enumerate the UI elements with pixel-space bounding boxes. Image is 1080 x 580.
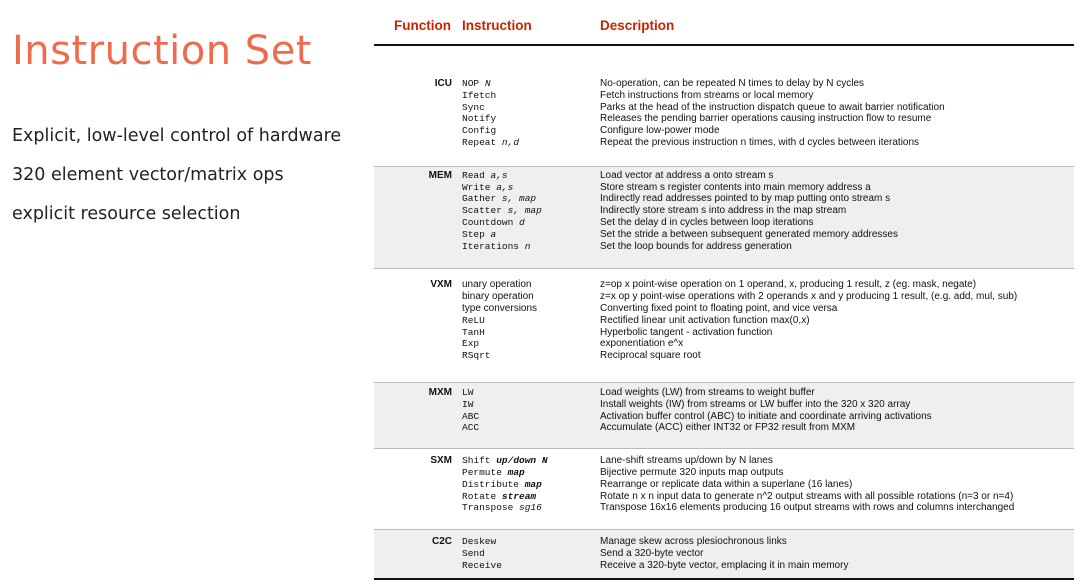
instruction-name: Notify [462,113,497,125]
table-row [374,241,1074,253]
table-row [374,193,1074,205]
instruction-cell [462,399,473,411]
instruction-name: Write [462,181,491,193]
instruction-cell [462,467,525,479]
instruction-description: Load weights (LW) from streams to weight buffer [600,386,815,398]
instruction-cell [462,113,496,125]
instruction-name: Rotate [462,490,497,502]
instruction-name: Shift [462,455,491,467]
table-row [374,137,1074,149]
instruction-description: Set the loop bounds for address generation [600,240,792,252]
instruction-description: Releases the pending barrier operations causing instruction flow to resume [600,113,932,125]
instruction-args: a,s [490,169,508,181]
instruction-description: Repeat the previous instruction n times, with d cycles between iterations [600,136,920,148]
instruction-name: Ifetch [462,89,497,101]
instruction-description: Hyperbolic tangent - activation function [600,326,773,338]
instruction-description: Fetch instructions from streams or local memory [600,89,814,101]
instruction-name: unary operation [462,279,532,291]
table-row [374,113,1074,125]
table-row [374,399,1074,411]
instruction-cell [462,291,534,303]
instruction-name: IW [462,398,474,410]
instruction-cell [462,90,496,102]
instruction-name: Read [462,169,485,181]
instruction-args: a [490,228,497,240]
function-name: MEM [428,169,452,181]
instruction-name: Send [462,547,485,559]
instruction-description: Converting fixed point to floating point, and vice versa [600,302,838,314]
instruction-cell [462,170,508,182]
table-header [374,14,1074,46]
instruction-name: NOP [462,78,480,89]
instruction-cell [462,350,491,362]
instruction-cell [462,315,485,327]
instruction-args: N [484,78,491,89]
instruction-name: Gather [462,193,497,205]
instruction-name: Step [462,228,485,240]
instruction-cell [462,193,536,205]
instruction-description: Rectified linear unit activation function max(0,x) [600,314,810,326]
instruction-name: ABC [462,410,480,422]
table-row [374,491,1074,503]
instruction-description: z=op x point-wise operation on 1 operand, x, producing 1 result, z (eg. mask, negate) [600,279,977,291]
table-row [374,350,1074,362]
instruction-args: s, map [507,205,542,217]
instruction-description: Indirectly read addresses pointed to by map putting onto stream s [600,193,891,205]
instruction-description: Transpose 16x16 elements producing 16 output streams with rows and columns interchanged [600,502,1015,514]
instruction-name: binary operation [462,291,534,303]
table-row [374,411,1074,423]
instruction-cell [462,502,542,514]
instruction-description: Lane-shift streams up/down by N lanes [600,455,773,467]
instruction-args: s, map [501,193,537,205]
function-name: C2C [431,536,452,548]
table-row [374,78,1074,90]
instruction-cell [462,536,496,548]
group-c2c [374,530,1074,579]
instruction-args: stream [501,490,537,502]
instruction-name: Iterations [462,240,520,252]
instruction-cell [462,137,519,149]
instruction-name: Scatter [462,205,502,217]
table-row [374,560,1074,572]
instruction-cell [462,229,496,241]
instruction-name: Distribute [462,478,520,490]
instruction-name: Config [462,125,497,137]
table-row [374,422,1074,434]
instruction-cell [462,217,525,229]
table-row [374,217,1074,229]
table-row [374,338,1074,350]
header-instruction: Instruction [462,18,532,33]
bullet-item: Explicit, low-level control of hardware [12,126,342,146]
instruction-description: Load vector at address a onto stream s [600,169,774,181]
table-row [374,479,1074,491]
instruction-args: n,d [501,136,520,148]
table-row [374,229,1074,241]
table-row [374,170,1074,182]
instruction-description: Parks at the head of the instruction dispatch queue to await barrier notification [600,101,945,113]
instruction-cell [462,560,502,572]
group-sxm [374,449,1074,530]
instruction-description: z=x op y point-wise operations with 2 operands x and y producing 1 result, (e.g. add, mul, sub) [600,291,1018,303]
instruction-name: LW [462,386,474,398]
instruction-description: Set the delay d in cycles between loop iterations [600,216,814,228]
function-name: ICU [434,78,452,89]
instruction-cell [462,205,542,217]
instruction-description: exponentiation e^x [600,338,684,350]
group-mxm [374,383,1074,449]
instruction-cell [462,479,542,491]
instruction-args: up/down N [496,455,548,467]
instruction-args: map [524,478,542,490]
instruction-name: Receive [462,559,502,571]
table-row [374,205,1074,217]
instruction-cell [462,78,491,90]
table-row [374,279,1074,291]
instruction-description: Set the stride a between subsequent generated memory addresses [600,228,898,240]
instruction-name: Permute [462,466,502,478]
instruction-cell [462,125,496,137]
instruction-name: TanH [462,326,485,338]
table-row [374,548,1074,560]
instruction-cell [462,491,536,503]
instruction-name: Repeat [462,136,497,148]
instruction-name: type conversions [462,302,538,314]
instruction-cell [462,241,530,253]
function-name: SXM [430,455,452,467]
instruction-cell [462,455,548,467]
table-row [374,467,1074,479]
instruction-name: Transpose [462,502,514,514]
table-row [374,502,1074,514]
table-row [374,327,1074,339]
group-icu [374,46,1074,167]
table-row [374,90,1074,102]
instruction-cell [462,303,537,315]
instruction-description: Receive a 320-byte vector, emplacing it in main memory [600,559,849,571]
group-vxm [374,269,1074,383]
instruction-name: ACC [462,422,480,434]
instruction-name: ReLU [462,314,485,326]
table-row [374,315,1074,327]
instruction-cell [462,387,473,399]
instruction-args: n [524,240,531,252]
instruction-description: Configure low-power mode [600,125,720,137]
instruction-name: RSqrt [462,350,491,362]
table-row [374,536,1074,548]
instruction-args: a,s [496,181,514,193]
table-row [374,182,1074,194]
table-row [374,303,1074,315]
instruction-description: Bijective permute 320 inputs map outputs [600,466,784,478]
instruction-table [374,14,1074,580]
instruction-description: Rearrange or replicate data within a superlane (16 lanes) [600,478,853,490]
instruction-cell [462,327,485,339]
header-function: Function [394,18,451,33]
instruction-description: Manage skew across plesiochronous links [600,536,787,548]
instruction-cell [462,411,479,423]
instruction-description: Activation buffer control (ABC) to initiate and coordinate arriving activations [600,410,932,422]
instruction-cell [462,102,485,114]
table-body [374,46,1074,580]
instruction-description: Send a 320-byte vector [600,547,704,559]
instruction-name: Sync [462,101,485,113]
instruction-args: d [519,216,525,228]
instruction-description: Rotate n x n input data to generate n^2 output streams with all possible rotations (n=3 or n=4) [600,490,1014,502]
instruction-description: Install weights (IW) from streams or LW buffer into the 320 x 320 array [600,398,911,410]
group-mem [374,167,1074,270]
instruction-description: No-operation, can be repeated N times to delay by N cycles [600,78,865,89]
function-name: VXM [430,279,452,291]
header-description: Description [600,18,675,33]
bullet-list [12,124,352,241]
slide-title: Instruction Set [12,28,312,74]
table-row [374,455,1074,467]
table-row [374,102,1074,114]
instruction-name: Deskew [462,536,497,548]
table-row [374,125,1074,137]
bullet-item: explicit resource selection [12,204,241,224]
instruction-cell [462,338,479,350]
instruction-cell [462,422,479,434]
instruction-cell [462,279,532,291]
bullet-item: 320 element vector/matrix ops [12,165,284,185]
instruction-description: Indirectly store stream s into address in the map stream [600,205,847,217]
instruction-cell [462,548,485,560]
instruction-args: map [507,466,525,478]
table-row [374,387,1074,399]
instruction-description: Reciprocal square root [600,350,701,362]
instruction-name: Countdown [462,216,514,228]
function-name: MXM [428,386,452,398]
instruction-cell [462,182,513,194]
instruction-args: sg16 [519,502,542,514]
table-row [374,291,1074,303]
instruction-description: Store stream s register contents into main memory address a [600,181,871,193]
instruction-description: Accumulate (ACC) either INT32 or FP32 result from MXM [600,422,856,434]
instruction-name: Exp [462,338,480,350]
